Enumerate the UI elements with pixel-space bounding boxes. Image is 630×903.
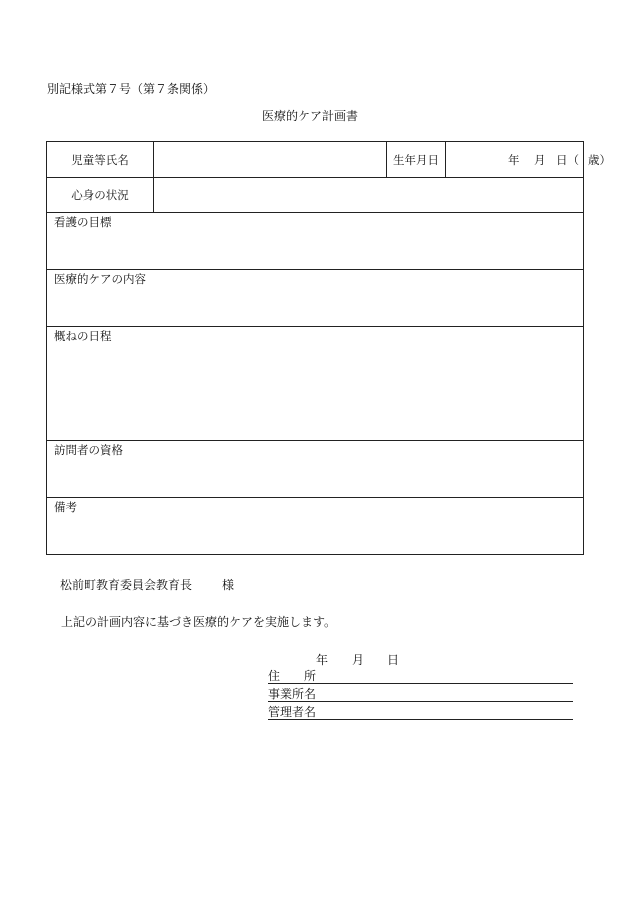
date-month: 月: [352, 653, 365, 667]
condition-label-cell: [47, 178, 154, 212]
nursing-goal-section[interactable]: [47, 213, 583, 270]
schedule-section[interactable]: [47, 327, 583, 441]
remarks-section[interactable]: [47, 498, 583, 554]
address-field[interactable]: [268, 667, 573, 684]
name-label-cell: [47, 142, 154, 177]
name-input-cell[interactable]: [154, 142, 387, 177]
condition-label: 心身の状況: [71, 188, 129, 202]
document-title: 医療的ケア計画書: [261, 109, 358, 123]
birth-year: 年: [508, 153, 520, 167]
address-label: 住 所: [268, 669, 317, 683]
birth-input-cell[interactable]: [446, 142, 611, 177]
birth-month: 月: [534, 153, 546, 167]
recipient-name: 松前町教育委員会教育長: [60, 578, 193, 592]
visitor-qualification-section[interactable]: [47, 441, 583, 498]
manager-name-field[interactable]: [268, 703, 573, 720]
condition-row: [47, 178, 583, 213]
care-plan-table: [46, 141, 611, 555]
manager-name-label: 管理者名: [268, 705, 317, 719]
recipient-honorific: 様: [222, 578, 235, 592]
date-year: 年: [316, 653, 329, 667]
declaration-statement: 上記の計画内容に基づき医療的ケアを実施します。: [61, 615, 337, 629]
birth-day: 日（: [556, 153, 579, 167]
office-name-label: 事業所名: [268, 687, 317, 701]
care-content-section[interactable]: [47, 270, 583, 327]
birth-age: 歳）: [588, 153, 611, 167]
remarks-label: 備考: [54, 500, 77, 514]
visitor-qualification-label: 訪問者の資格: [54, 443, 123, 457]
nursing-goal-label: 看護の目標: [54, 215, 112, 229]
name-label: 児童等氏名: [71, 152, 129, 167]
schedule-label: 概ねの日程: [54, 329, 112, 343]
date-day: 日: [387, 653, 400, 667]
name-row: [47, 142, 611, 178]
birth-label: 生年月日: [393, 152, 439, 167]
condition-input-cell[interactable]: [154, 178, 583, 212]
office-name-field[interactable]: [268, 685, 573, 702]
form-reference: 別記様式第７号（第７条関係）: [47, 82, 216, 96]
birth-label-cell: [387, 142, 446, 177]
care-content-label: 医療的ケアの内容: [54, 272, 146, 286]
